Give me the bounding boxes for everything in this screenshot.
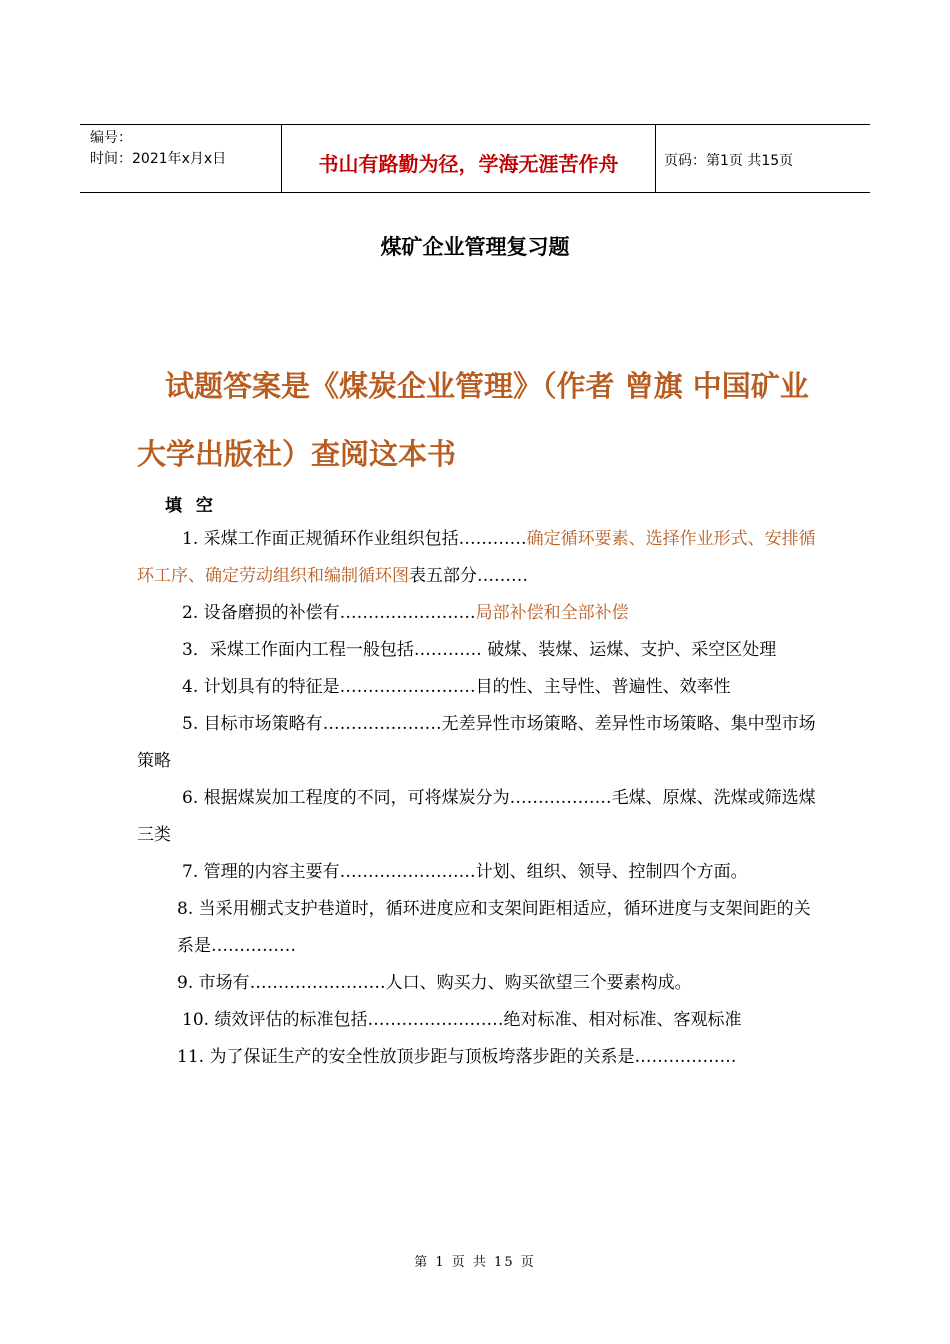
header-top-rule [80, 124, 870, 125]
question-item: 11. 为了保证生产的安全性放顶步距与顶板垮落步距的关系是……………… [177, 1047, 737, 1067]
question-item: 9. 市场有……………………人口、购买力、购买欲望三个要素构成。 [177, 973, 692, 993]
header-meta [90, 128, 226, 170]
section-heading: 填 空 [165, 496, 217, 516]
question-item: 5. 目标市场策略有…………………无差异性市场策略、差异性市场策略、集中型市场策略 [137, 714, 816, 771]
answer-text: 确定循环要素、选择作业形式、安排循环工序、确定劳动组织和编制循环图 [137, 529, 816, 586]
question-item: 4. 计划具有的特征是……………………目的性、主导性、普遍性、效率性 [182, 677, 731, 697]
question-item: 7. 管理的内容主要有……………………计划、组织、领导、控制四个方面。 [182, 862, 748, 882]
doc-time-label: 时间：2021年x月x日 [90, 151, 227, 167]
question-list [137, 521, 817, 1076]
doc-number-label: 编号： [90, 130, 132, 146]
document-title: 煤矿企业管理复习题 [380, 235, 570, 259]
header-divider-2 [655, 125, 656, 192]
header-page-info: 页码：第1页 共15页 [664, 153, 794, 169]
question-item: 10. 绩效评估的标准包括……………………绝对标准、相对标准、客观标准 [182, 1010, 742, 1030]
question-item: 1. 采煤工作面正规循环作业组织包括…………确定循环要素、选择作业形式、安排循环工序、确定劳动组织和编制循环图表五部分……… [137, 529, 816, 586]
question-item: 6. 根据煤炭加工程度的不同，可将煤炭分为………………毛煤、原煤、洗煤或筛选煤三类 [137, 788, 816, 845]
question-item: 2. 设备磨损的补偿有……………………局部补偿和全部补偿 [182, 603, 629, 623]
question-item: 8. 当采用棚式支护巷道时，循环进度应和支架间距相适应，循环进度与支架间距的关系是…………… [177, 899, 811, 956]
question-item: 3．采煤工作面内工程一般包括………… 破煤、装煤、运煤、支护、采空区处理 [182, 640, 777, 660]
header-motto: 书山有路勤为径，学海无涯苦作舟 [318, 152, 619, 176]
header-bottom-rule [80, 192, 870, 193]
document-subtitle: 试题答案是《煤炭企业管理》（作者 曾旗 中国矿业大学出版社）查阅这本书 [137, 369, 809, 471]
answer-text: 局部补偿和全部补偿 [475, 603, 629, 623]
page-footer: 第 1 页 共 15 页 [414, 1255, 536, 1270]
